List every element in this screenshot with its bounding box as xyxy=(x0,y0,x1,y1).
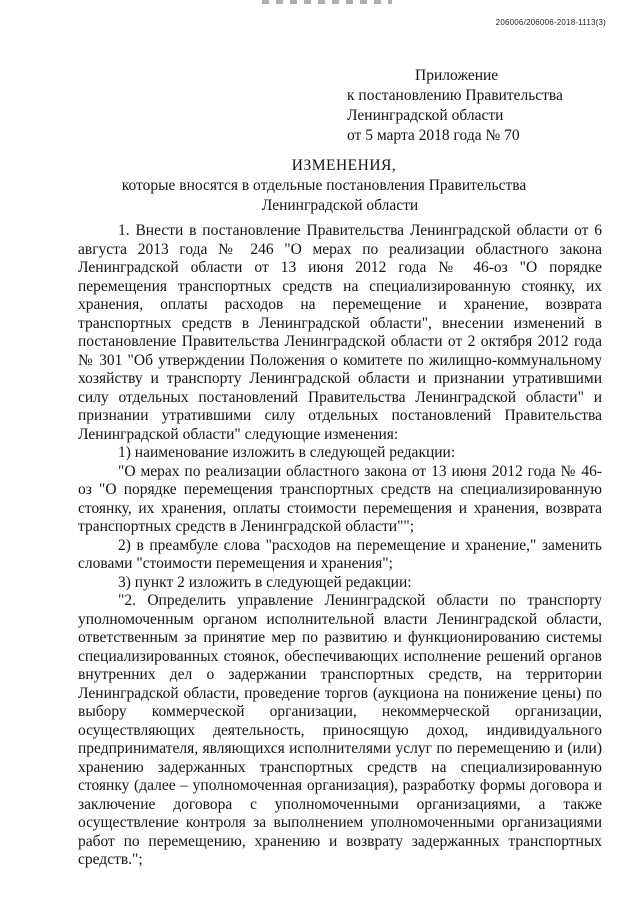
document-body xyxy=(78,222,602,870)
document-registration-number: 206006/206006-2018-1113(3) xyxy=(495,18,606,27)
appendix-title: Приложение xyxy=(415,67,499,84)
paragraph-4: 2) в преамбуле слова "расходов на перемещение и хранение," заменить словами "стоимости перемещения и хранения"; xyxy=(78,536,602,572)
appendix-line-2: Ленинградской области xyxy=(347,107,504,124)
paragraph-5: 3) пункт 2 изложить в следующей редакции: xyxy=(118,573,412,591)
appendix-block xyxy=(347,66,563,146)
paragraph-6: "2. Определить управление Ленинградской области по транспорту уполномоченным органом исполнительной власти Ленинградской области, ответственным за принятие мер по развитию и функционированию системы специализированных стоянок, обеспечивающих исполнение решений органов внутренних дел о задержании транспортных средств, на территории Ленинградской области, проведение торгов (аукциона на понижение цены) по выбору коммерческой организации, некоммерческой организации, осуществляющих деятельность, приносящую доход, индивидуального предпринимателя, являющихся исполнителями услуг по перемещению и (или) хранению задержанных транспортных средств на специализированную стоянку (далее – уполномоченная организация), разработку формы договора и заключение договора с уполномоченными организациями, а также осуществление контроля за выполнением уполномоченными организациями работ по перемещению, хранению и возврату задержанных транспортных средств."; xyxy=(78,592,602,868)
paragraph-3: "О мерах по реализации областного закона от 13 июня 2012 года № 46-оз "О порядке перемещения транспортных средств на специализированную стоянку, их хранения, оплаты стоимости перемещения и хранения, возврата транспортных средств в Ленинградской области""; xyxy=(78,462,602,535)
paragraph-2: 1) наименование изложить в следующей редакции: xyxy=(118,444,456,461)
appendix-line-3: от 5 марта 2018 года № 70 xyxy=(347,127,520,144)
scan-artifact xyxy=(262,0,392,4)
paragraph-1: 1. Внести в постановление Правительства Ленинградской области от 6 августа 2013 года № 246 "О мерах по реализации областного закона Ленинградской области от 13 июня 2012 года № 46-оз "О порядке перемещения транспортных средств на специализированную стоянку, их хранения, оплаты расходов на перемещение и хранение, возврата транспортных средств в Ленинградской области", внесении изменений в постановление Правительства Ленинградской области от 2 октября 2012 года № 301 "Об утверждении Положения о комитете по жилищно-коммунальному хозяйству и транспорту Ленинградской области и признании утратившими силу отдельных постановлений Правительства Ленинградской области" и признании утратившими силу отдельных постановлений Правительства Ленинградской области" следующие изменения: xyxy=(78,222,602,443)
document-title-block xyxy=(0,156,640,216)
document-subtitle-line-2: Ленинградской области xyxy=(261,197,419,214)
document-title: ИЗМЕНЕНИЯ, xyxy=(291,157,397,174)
document-subtitle-line-1: которые вносятся в отдельные постановления Правительства xyxy=(121,177,527,194)
appendix-line-1: к постановлению Правительства xyxy=(347,87,563,104)
